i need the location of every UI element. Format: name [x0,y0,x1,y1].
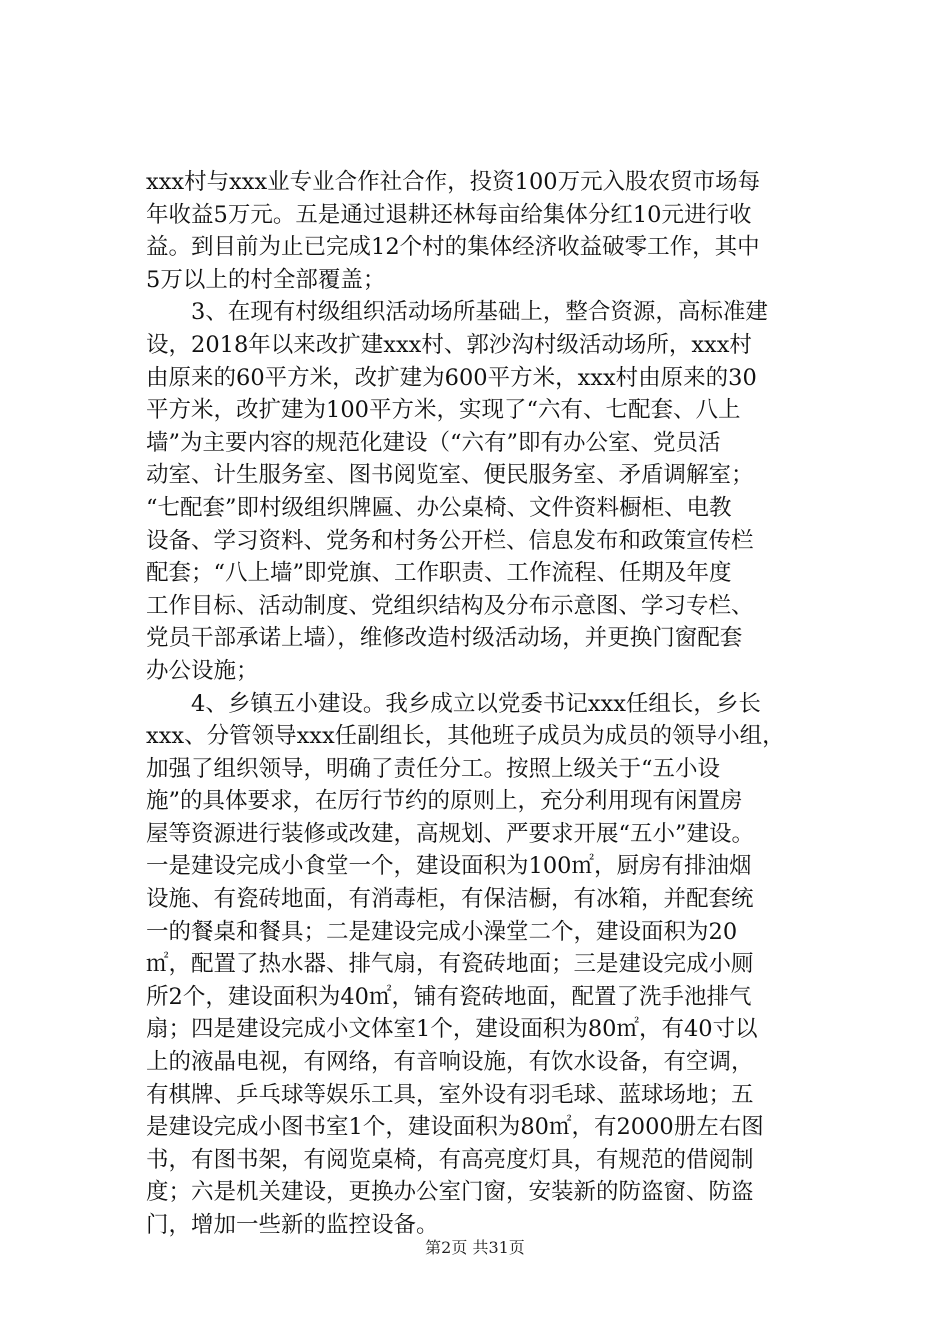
text-line: 屋等资源进行装修或改建，高规划、严要求开展“五小”建设。 [146,820,755,847]
page-footer: 第2页 共31页 [425,1238,525,1257]
text-line: 所2个，建设面积为40㎡，铺有瓷砖地面，配置了洗手池排气 [146,983,752,1010]
text-line: 扇；四是建设完成小文体室1个，建设面积为80㎡，有40寸以 [146,1016,758,1043]
text-line: 加强了组织领导，明确了责任分工。按照上级关于“五小设 [146,755,721,782]
text-line: 门，增加一些新的监控设备。 [146,1212,439,1238]
text-line: 动室、计生服务室、图书阅览室、便民服务室、矛盾调解室； [146,462,754,489]
text-line: 由原来的60平方米，改扩建为600平方米，xxx村由原来的30 [146,364,757,391]
text-line: 益。到目前为止已完成12个村的集体经济收益破零工作，其中 [146,234,760,261]
text-line: 年收益5万元。五是通过退耕还林每亩给集体分红10元进行收 [146,201,752,228]
text-line: 办公设施； [146,657,259,684]
text-line: 有棋牌、乒乓球等娱乐工具，室外设有羽毛球、蓝球场地；五 [146,1081,754,1108]
text-line: ㎡，配置了热水器、排气扇，有瓷砖地面；三是建设完成小厕 [146,951,754,978]
text-line: 书，有图书架，有阅览桌椅，有高亮度灯具，有规范的借阅制 [146,1146,754,1173]
text-line: 3、在现有村级组织活动场所基础上，整合资源，高标准建 [146,299,768,326]
text-line: 是建设完成小图书室1个，建设面积为80㎡，有2000册左右图 [146,1114,764,1141]
text-line: 度；六是机关建设，更换办公室门窗，安装新的防盗窗、防盗 [146,1179,754,1206]
text-line: 上的液晶电视，有网络，有音响设施，有饮水设备，有空调， [146,1049,754,1076]
text-line: 一是建设完成小食堂一个，建设面积为100㎡，厨房有排油烟 [146,853,752,880]
text-line: 党员干部承诺上墙），维修改造村级活动场，并更换门窗配套 [146,625,743,652]
text-line: 设施、有瓷砖地面，有消毒柜，有保洁橱，有冰箱，并配套统 [146,886,754,913]
text-line: 一的餐桌和餐具；二是建设完成小澡堂二个，建设面积为20 [146,918,738,945]
text-line: 设，2018年以来改扩建xxx村、郭沙沟村级活动场所，xxx村 [146,331,752,358]
text-line: 施”的具体要求，在厉行节约的原则上，充分利用现有闲置房 [146,788,743,815]
text-line: 平方米，改扩建为100平方米，实现了“六有、七配套、八上 [146,397,741,424]
text-line: xxx村与xxx业专业合作社合作，投资100万元入股农贸市场每 [146,169,761,195]
text-line: 设备、学习资料、党务和村务公开栏、信息发布和政策宣传栏 [146,527,754,554]
text-line: 配套；“八上墙”即党旗、工作职责、工作流程、任期及年度 [146,560,732,587]
text-line: “七配套”即村级组织牌匾、办公桌椅、文件资料橱柜、电教 [146,494,732,521]
text-line: 工作目标、活动制度、党组织结构及分布示意图、学习专栏、 [146,592,754,619]
text-line: 4、乡镇五小建设。我乡成立以党委书记xxx任组长，乡长 [146,690,761,717]
text-line: 墙”为主要内容的规范化建设（“六有”即有办公室、党员活 [146,429,721,456]
document-body [146,166,806,1242]
text-line: 5万以上的村全部覆盖； [146,266,386,293]
text-line: xxx、分管领导xxx任副组长，其他班子成员为成员的领导小组， [146,723,785,750]
